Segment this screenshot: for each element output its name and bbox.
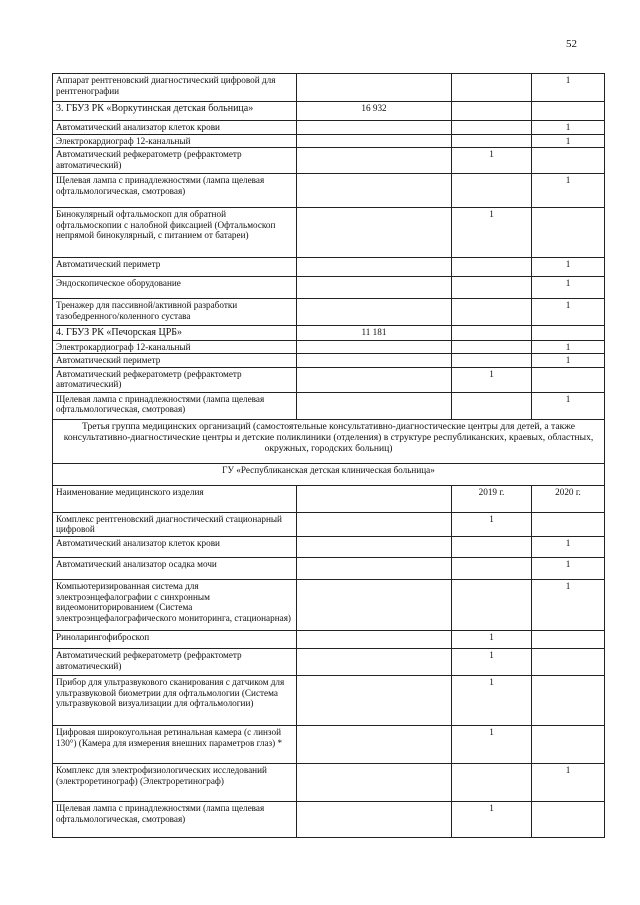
population-cell (297, 367, 452, 392)
population-cell (297, 258, 452, 277)
qty-2020-cell (532, 630, 605, 648)
device-name-cell: Компьютеризированная система для электроэнцефалографии с синхронным видеомониторированием (Система электроэнцефалографического мониторинга, стационарная) (53, 579, 297, 630)
table-row (53, 763, 605, 801)
qty-2019-cell: 1 (452, 725, 532, 763)
qty-2019-cell (452, 326, 532, 341)
device-name-cell: Прибор для ультразвукового сканирования с датчиком для ультразвуковой биометрии для офтальмологии (Система ультразвуковой визуализации для офтальмологии) (53, 675, 297, 725)
table-row (53, 630, 605, 648)
table-row (53, 536, 605, 557)
device-name-cell: Электрокардиограф 12-канальный (53, 340, 297, 354)
table-row (53, 354, 605, 368)
population-cell: 16 932 (297, 102, 452, 121)
equipment-table (52, 73, 605, 838)
qty-2019-cell: 1 (452, 367, 532, 392)
qty-2019-cell: 1 (452, 512, 532, 536)
qty-2020-cell (532, 326, 605, 341)
qty-2020-cell (532, 648, 605, 675)
qty-2019-cell: 1 (452, 208, 532, 258)
table-row (53, 579, 605, 630)
qty-2019-cell (452, 174, 532, 208)
qty-2020-cell: 1 (532, 174, 605, 208)
qty-2020-cell: 1 (532, 579, 605, 630)
qty-2019-cell (452, 134, 532, 148)
device-name-cell: Щелевая лампа с принадлежностями (лампа щелевая офтальмологическая, смотровая) (53, 174, 297, 208)
qty-2019-cell (452, 102, 532, 121)
qty-2020-cell (532, 102, 605, 121)
population-cell: 11 181 (297, 326, 452, 341)
qty-2020-cell: 1 (532, 258, 605, 277)
table-row (53, 675, 605, 725)
qty-2020-cell: 1 (532, 299, 605, 326)
qty-2020-cell (532, 148, 605, 174)
population-cell (297, 630, 452, 648)
device-name-cell: Автоматический периметр (53, 354, 297, 368)
qty-2020-cell (532, 367, 605, 392)
qty-2019-cell (452, 557, 532, 579)
population-cell (297, 485, 452, 512)
qty-2019-cell (452, 277, 532, 299)
population-cell (297, 354, 452, 368)
device-name-cell: Автоматический анализатор клеток крови (53, 121, 297, 135)
population-cell (297, 675, 452, 725)
qty-2020-cell: 1 (532, 536, 605, 557)
table-row (53, 419, 605, 463)
qty-2019-cell: 2019 г. (452, 485, 532, 512)
qty-2019-cell (452, 74, 532, 102)
population-cell (297, 208, 452, 258)
table-row (53, 326, 605, 341)
qty-2020-cell (532, 801, 605, 837)
population-cell (297, 148, 452, 174)
qty-2020-cell (532, 208, 605, 258)
qty-2019-cell: 1 (452, 148, 532, 174)
population-cell (297, 648, 452, 675)
qty-2019-cell (452, 763, 532, 801)
table-row (53, 392, 605, 419)
population-cell (297, 74, 452, 102)
table-row (53, 74, 605, 102)
device-name-cell: Наименование медицинского изделия (53, 485, 297, 512)
qty-2020-cell: 1 (532, 74, 605, 102)
population-cell (297, 174, 452, 208)
qty-2019-cell (452, 299, 532, 326)
table-row (53, 258, 605, 277)
device-name-cell: Щелевая лампа с принадлежностями (лампа щелевая офтальмологическая, смотровая) (53, 801, 297, 837)
device-name-cell: Риноларингофиброскоп (53, 630, 297, 648)
device-name-cell: Автоматический рефкератометр (рефрактометр автоматический) (53, 367, 297, 392)
device-name-cell: Цифровая широкоугольная ретинальная камера (с линзой 130°) (Камера для измерения внешних параметров глаз) * (53, 725, 297, 763)
table-row (53, 134, 605, 148)
population-cell (297, 340, 452, 354)
device-name-cell: Тренажер для пассивной/активной разработки тазобедренного/коленного сустава (53, 299, 297, 326)
table-row (53, 367, 605, 392)
population-cell (297, 392, 452, 419)
device-name-cell: Электрокардиограф 12-канальный (53, 134, 297, 148)
qty-2019-cell (452, 579, 532, 630)
population-cell (297, 121, 452, 135)
qty-2020-cell: 1 (532, 277, 605, 299)
population-cell (297, 801, 452, 837)
device-name-cell: Щелевая лампа с принадлежностями (лампа щелевая офтальмологическая, смотровая) (53, 392, 297, 419)
qty-2019-cell (452, 354, 532, 368)
table-row (53, 648, 605, 675)
device-name-cell: Бинокулярный офтальмоскоп для обратной офтальмоскопии с налобной фиксацией (Офтальмоскоп непрямой бинокулярный, с питанием от батареи) (53, 208, 297, 258)
qty-2020-cell (532, 725, 605, 763)
table-row (53, 277, 605, 299)
group-heading-cell: Третья группа медицинских организаций (самостоятельные консультативно-диагностические центры для детей, а также консультативно-диагностические центры и детские поликлиники (отделения) в структуре республиканских, краевых, областных, окружных, городских больниц) (53, 419, 605, 463)
qty-2019-cell (452, 340, 532, 354)
table-row (53, 485, 605, 512)
table-row (53, 121, 605, 135)
qty-2019-cell (452, 258, 532, 277)
organization-heading-cell: ГУ «Республиканская детская клиническая больница» (53, 463, 605, 485)
table-row (53, 208, 605, 258)
qty-2020-cell: 1 (532, 340, 605, 354)
table-row (53, 725, 605, 763)
qty-2019-cell: 1 (452, 648, 532, 675)
qty-2020-cell: 2020 г. (532, 485, 605, 512)
population-cell (297, 557, 452, 579)
population-cell (297, 299, 452, 326)
device-name-cell: Комплекс рентгеновский диагностический стационарный цифровой (53, 512, 297, 536)
device-name-cell: Автоматический анализатор клеток крови (53, 536, 297, 557)
qty-2020-cell: 1 (532, 763, 605, 801)
device-name-cell: Автоматический рефкератометр (рефрактометр автоматический) (53, 148, 297, 174)
qty-2019-cell (452, 392, 532, 419)
population-cell (297, 536, 452, 557)
table-row (53, 801, 605, 837)
table-row (53, 512, 605, 536)
device-name-cell: Аппарат рентгеновский диагностический цифровой для рентгенографии (53, 74, 297, 102)
qty-2020-cell: 1 (532, 392, 605, 419)
table-row (53, 148, 605, 174)
table-row (53, 174, 605, 208)
device-name-cell: Автоматический анализатор осадка мочи (53, 557, 297, 579)
qty-2020-cell: 1 (532, 134, 605, 148)
population-cell (297, 579, 452, 630)
qty-2019-cell (452, 536, 532, 557)
qty-2020-cell (532, 675, 605, 725)
population-cell (297, 763, 452, 801)
device-name-cell: Комплекс для электрофизиологических исследований (электроретинограф) (Электроретинограф) (53, 763, 297, 801)
table-row (53, 463, 605, 485)
device-name-cell: Автоматический рефкератометр (рефрактометр автоматический) (53, 648, 297, 675)
table-row (53, 102, 605, 121)
population-cell (297, 134, 452, 148)
qty-2019-cell: 1 (452, 801, 532, 837)
qty-2020-cell: 1 (532, 354, 605, 368)
institution-name-cell: 3. ГБУЗ РК «Воркутинская детская больница» (53, 102, 297, 121)
population-cell (297, 512, 452, 536)
qty-2020-cell (532, 512, 605, 536)
qty-2019-cell: 1 (452, 675, 532, 725)
institution-name-cell: 4. ГБУЗ РК «Печорская ЦРБ» (53, 326, 297, 341)
table-row (53, 557, 605, 579)
device-name-cell: Эндоскопическое оборудование (53, 277, 297, 299)
population-cell (297, 277, 452, 299)
device-name-cell: Автоматический периметр (53, 258, 297, 277)
qty-2019-cell: 1 (452, 630, 532, 648)
qty-2019-cell (452, 121, 532, 135)
qty-2020-cell: 1 (532, 121, 605, 135)
qty-2020-cell: 1 (532, 557, 605, 579)
population-cell (297, 725, 452, 763)
table-row (53, 340, 605, 354)
page-number: 52 (566, 38, 577, 50)
table-row (53, 299, 605, 326)
